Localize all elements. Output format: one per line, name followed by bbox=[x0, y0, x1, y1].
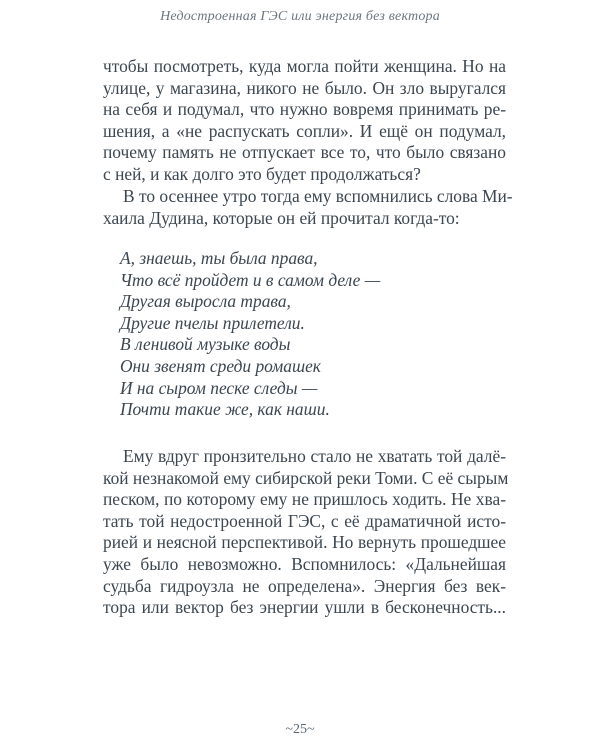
text-line: шения, а «не распускать сопли». И ещё он подумал, bbox=[103, 120, 506, 141]
poem-line: Другая выросла трава, bbox=[120, 291, 291, 312]
text-line: тать той недостроенной ГЭС, с её драматичной исто- bbox=[103, 510, 506, 531]
text-line: рией и неясной перспективой. Но вернуть прошедшее bbox=[103, 532, 506, 553]
poem-line: Что всё пройдет и в самом деле — bbox=[120, 269, 381, 290]
poem-line: И на сыром песке следы — bbox=[120, 377, 318, 398]
paragraph-2 bbox=[103, 186, 513, 229]
text-line: Ему вдруг пронзительно стало не хватать той далё- bbox=[123, 446, 506, 466]
paragraph-1 bbox=[103, 56, 506, 186]
poem-line: Почти такие же, как наши. bbox=[120, 399, 330, 420]
poem-line: В ленивой музыке воды bbox=[120, 334, 291, 355]
text-line: тора или вектор без энергии ушли в бесконечность... bbox=[103, 597, 506, 618]
page-number: ~25~ bbox=[285, 722, 315, 737]
text-line: хаила Дудина, которые он ей прочитал когда-то: bbox=[103, 207, 460, 228]
text-line: кой незнакомой ему сибирской реки Томи. С её сырым bbox=[103, 467, 509, 488]
paragraph-3 bbox=[103, 446, 509, 619]
text-line: чтобы посмотреть, куда могла пойти женщина. Но на bbox=[103, 56, 506, 76]
poem-line: Они звенят среди ромашек bbox=[120, 355, 321, 376]
poem bbox=[120, 248, 380, 421]
text-line: судьба гидроузла не определена». Энергия без век- bbox=[103, 575, 506, 596]
text-line: улице, у магазина, никого не было. Он зло выругался bbox=[103, 77, 506, 98]
poem-line: Другие пчелы прилетели. bbox=[120, 312, 305, 333]
text-line: уже было невозможно. Вспомнилось: «Дальнейшая bbox=[103, 553, 506, 574]
text-line: с ней, и как долго это будет продолжаться? bbox=[103, 163, 421, 184]
text-line: почему память не отпускает все то, что было связано bbox=[103, 142, 506, 163]
text-line: В то осеннее утро тогда ему вспомнились слова Ми- bbox=[123, 186, 513, 206]
text-line: на себя и подумал, что нужно вовремя принимать ре- bbox=[103, 99, 506, 120]
poem-line: А, знаешь, ты была права, bbox=[120, 248, 318, 268]
text-line: песком, по которому ему не пришлось ходить. Не хва- bbox=[103, 489, 506, 510]
running-header: Недостроенная ГЭС или энергия без вектора bbox=[160, 9, 440, 24]
